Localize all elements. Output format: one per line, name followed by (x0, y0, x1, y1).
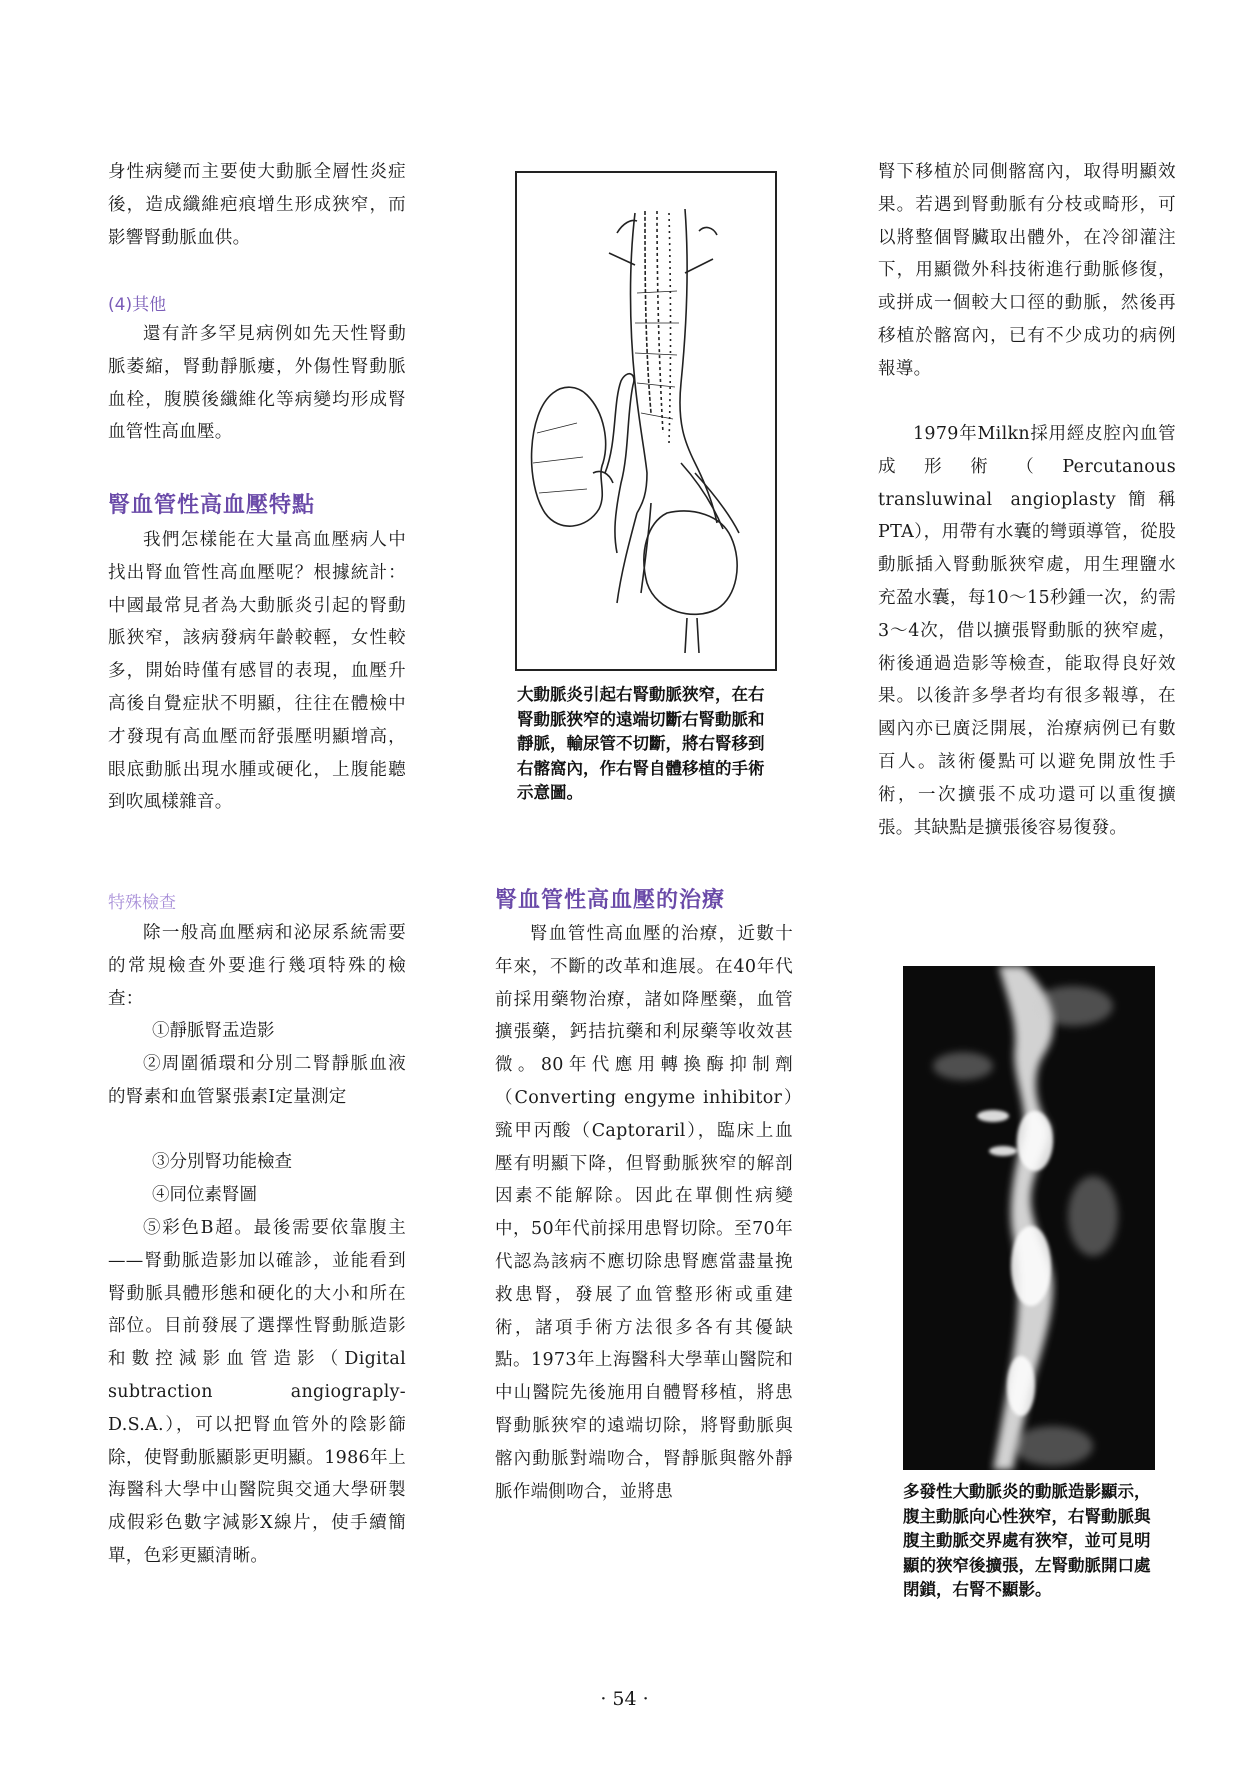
list-item-1: ①靜脈腎盂造影 (152, 1021, 275, 1041)
page-number: · 54 · (600, 1688, 649, 1710)
paragraph-continued: 腎下移植於同側髂窩內，取得明顯效果。若遇到腎動脈有分枝或畸形，可以將整個腎臟取出體外，在冷卻灌注下，用顯微外科技術進行動脈修復，或拼成一個較大口徑的動脈，然後再移植於髂窩內，已有不少成功的病例報導。 (878, 162, 1176, 379)
kidney-transplant-drawing (517, 173, 775, 669)
paragraph-treatment: 腎血管性高血壓的治療，近數十年來，不斷的改革和進展。在40年代前採用藥物治療，諸如降壓藥，血管擴張藥，鈣拮抗藥和利尿藥等收效甚微。80年代應用轉換酶抑制劑（Converting engyme inhibitor）巰甲丙酸（Captoraril），臨床上血壓有明顯下降，但腎動脈狹窄的解剖因素不能解除。因此在單側性病變中，50年代前採用患腎切除。至70年代認為該病不應切除患腎應當盡量挽救患腎，發展了血管整形術或重建術，諸項手術方法很多各有其優缺點。1973年上海醫科大學華山醫院和中山醫院先後施用自體腎移植，將患腎動脈狹窄的遠端切除，將腎動脈與髂內動脈對端吻合，腎靜脈與髂外靜脈作端側吻合，並將患 (495, 924, 793, 1502)
surgery-diagram-figure (515, 171, 777, 671)
paragraph-intro: 身性病變而主要使大動脈全層性炎症後，造成纖維疤痕增生形成狹窄，而影響腎動脈血供。 (108, 162, 406, 248)
subheading-special-exams: 特殊檢查 (108, 893, 176, 913)
paragraph-features: 我們怎樣能在大量高血壓病人中找出腎血管性高血壓呢？根據統計：中國最常見者為大動脈炎引起的腎動脈狹窄，該病發病年齡較輕，女性較多，開始時僅有感冒的表現，血壓升高後自覺症狀不明顯，往往在體檢中才發現有高血壓而舒張壓明顯增高，眼底動脈出現水腫或硬化，上腹能聽到吹風樣雜音。 (108, 530, 406, 813)
subheading-other: (4)其他 (108, 295, 167, 315)
figure-caption-diagram: 大動脈炎引起右腎動脈狹窄，在右腎動脈狹窄的遠端切斷右腎動脈和靜脈，輸尿管不切斷，將右腎移到右髂窩內，作右腎自體移植的手術示意圖。 (517, 685, 765, 802)
paragraph-item-5: ⑤彩色B超。最後需要依靠腹主——腎動脈造影加以確診，並能看到腎動脈具體形態和硬化的大小和所在部位。目前發展了選擇性腎動脈造影和數控減影血管造影（Digital subtraction angiograply-D.S.A.），可以把腎血管外的陰影篩除，使腎動脈顯影更明顯。1986年上海醫科大學中山醫院與交通大學研製成假彩色數字減影X線片，使手續簡單，色彩更顯清晰。 (108, 1218, 406, 1566)
heading-treatment: 腎血管性高血壓的治療 (495, 888, 726, 913)
list-item-3: ③分別腎功能檢查 (152, 1152, 292, 1172)
angiogram-figure (903, 966, 1155, 1470)
list-item-2: ②周圍循環和分別二腎靜脈血液的腎素和血管緊張素Ⅰ定量測定 (108, 1054, 406, 1107)
paragraph-other: 還有許多罕見病例如先天性腎動脈萎縮，腎動靜脈瘻，外傷性腎動脈血栓，腹膜後纖維化等病變均形成腎血管性高血壓。 (108, 324, 406, 443)
heading-features: 腎血管性高血壓特點 (108, 493, 316, 518)
angiogram-image (903, 966, 1155, 1470)
list-item-4: ④同位素腎圖 (152, 1185, 257, 1205)
figure-caption-angiogram: 多發性大動脈炎的動脈造影顯示，腹主動脈向心性狹窄，右腎動脈與腹主動脈交界處有狹窄，並可見明顯的狹窄後擴張，左腎動脈開口處閉鎖，右腎不顯影。 (903, 1482, 1151, 1599)
paragraph-pta: 1979年Milkn採用經皮腔內血管成形術（Percutanous transluwinal angioplasty簡稱PTA），用帶有水囊的彎頭導管，從股動脈插入腎動脈狹窄處，用生理鹽水充盈水囊，每10～15秒鍾一次，約需3～4次，借以擴張腎動脈的狹窄處，術後通過造影等檢查，能取得良好效果。以後許多學者均有很多報導，在國內亦已廣泛開展，治療病例已有數百人。該術優點可以避免開放性手術，一次擴張不成功還可以重復擴張。其缺點是擴張後容易復發。 (878, 424, 1176, 838)
paragraph-special-exams: 除一般高血壓病和泌尿系統需要的常規檢查外要進行幾項特殊的檢查： (108, 923, 406, 1009)
